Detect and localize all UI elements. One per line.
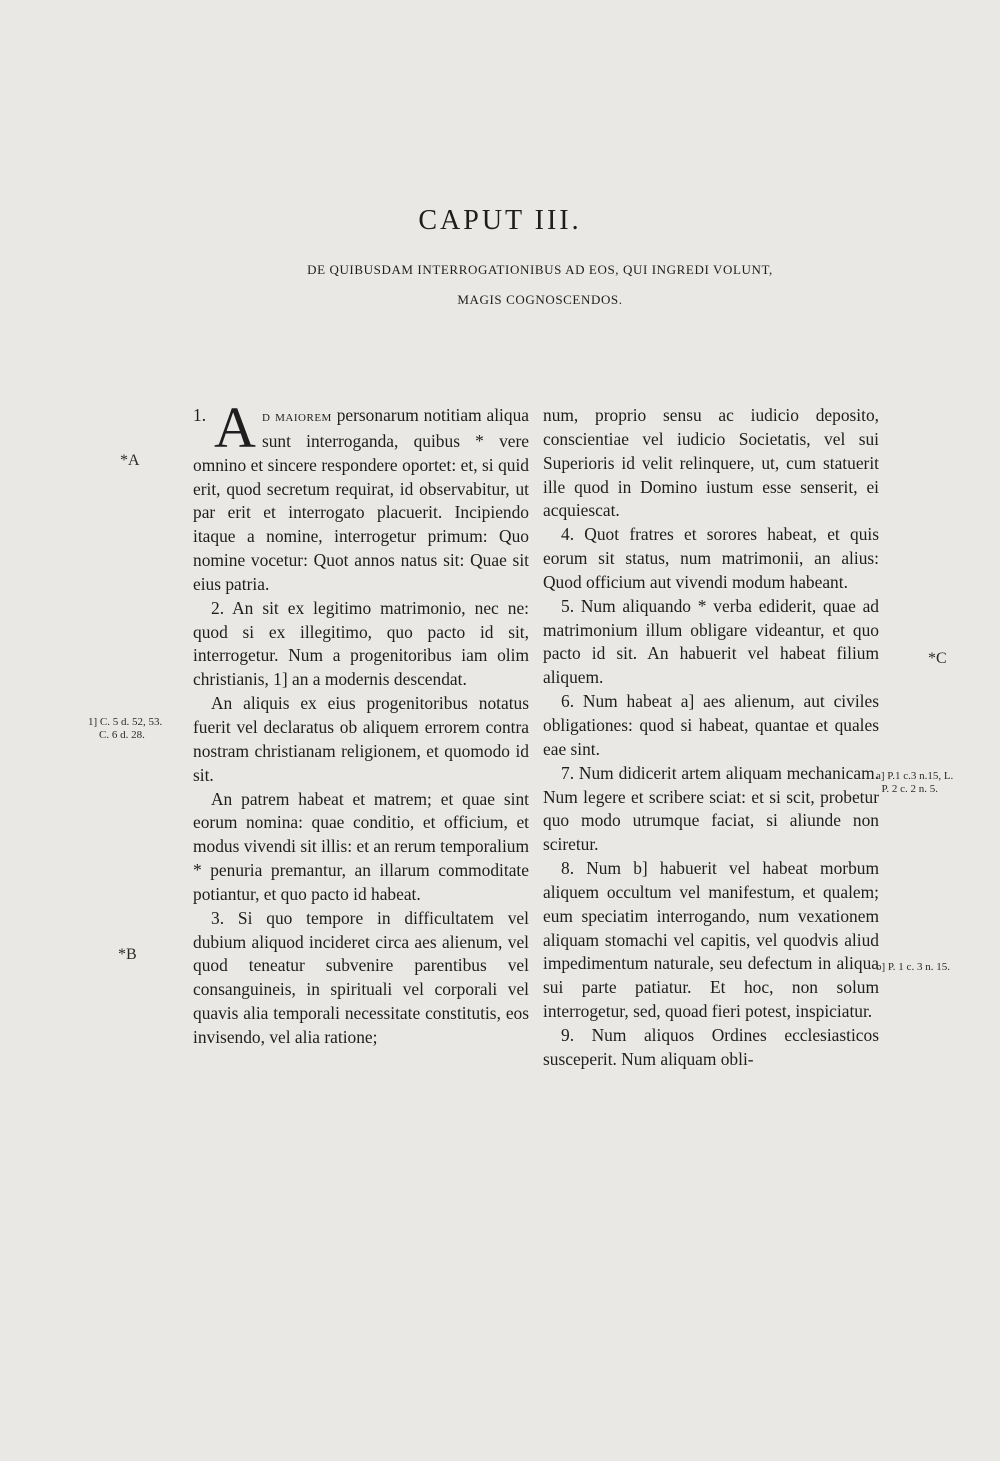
chapter-subtitle-line2: MAGIS COGNOSCENDOS. [457,292,623,307]
paragraph-number: 1. [193,405,207,425]
paragraph-9-right: 9. Num aliquos Ordines ecclesiasticos susceperit. Num aliquam obli- [543,1024,879,1069]
paragraph-7-right: 7. Num didicerit artem aliquam mechanicam. Num legere et scribere sciat: et si scit, probetur quo modo utrumque faciat, si aliunde non sciretur. [543,762,879,855]
paragraph-6-right: 6. Num habeat a] aes alienum, aut civiles obligationes: quod si habeat, quantae et quales eae sint. [543,691,879,759]
paragraph-continuation: num, proprio sensu ac iudicio deposito, conscientiae vel iudicio Societatis, vel sui Superioris id velit relinquere, ut, cum statuerit ille quod in Domino iustum esse senserit, ei acquiescat. [543,405,879,521]
margin-mark-b: *B [118,946,137,963]
small-caps-opening: d maiorem [261,409,332,425]
margin-mark-c: *C [928,650,947,667]
paragraph-1 [193,395,529,597]
drop-cap: A [214,395,256,460]
paragraph-8-right: 8. Num b] habuerit vel habeat morbum aliquem occultum vel manifestum, et qualem; eum speciatim interrogando, num vexationem aliquam stomachi vel capitis, vel quodvis aliud impedimentum naturale, seu defectum in aliqua sui parte patiatur. Et hoc, non solum interrogetur, sed, quoad fieri potest, inspiciatur. [543,858,879,1022]
margin-note-a: a] P.1 c.3 n.15, L. P. 2 c. 2 n. 5. [876,770,954,795]
right-text-column [543,404,879,1072]
margin-mark-a: *A [120,452,140,469]
margin-note-1: 1] C. 5 d. 52, 53. C. 6 d. 28. [88,716,163,741]
paragraph-5: 3. Si quo tempore in difficultatem vel dubium aliquod incideret circa aes alienum, vel quod teneatur subvenire parentibus vel consanguineis, in spirituali vel corporali vel quavis alia temporali necessitate constitutis, eos invisendo, vel alia ratione; [193,907,529,1047]
paragraph-3: An aliquis ex eius progenitoribus notatus fuerit vel declaratus ob aliquem errorem contra nostram christianam religionem, et quomodo id sit. [193,693,529,785]
paragraph-4: An patrem habeat et matrem; et quae sint eorum nomina: quae conditio, et officium, et modus vivendi sit illis: et an rerum temporalium * penuria premantur, an illarum commoditate potiantur, et quo pacto id habeat. [193,788,529,904]
chapter-subtitle-line1: DE QUIBUSDAM INTERROGATIONIBUS AD EOS, QUI INGREDI VOLUNT, [307,262,773,277]
chapter-title: CAPUT III. [418,205,582,236]
paragraph-5-right: 5. Num aliquando * verba ediderit, quae ad matrimonium illum obligare videantur, et quo pacto id sit. An habuerit vel habeat filium aliquem. [543,595,879,688]
paragraph-4-right: 4. Quot fratres et sorores habeat, et quis eorum sit status, num matrimonii, an alius: Quod officium aut vivendi modum habeant. [543,524,879,592]
margin-note-b: b] P. 1 c. 3 n. 15. [876,961,950,973]
paragraph-2: 2. An sit ex legitimo matrimonio, nec ne: quod si ex illegitimo, quo pacto id sit, interrogetur. Num a progenitoribus iam olim christianis, 1] an a modernis descendat. [193,597,529,690]
left-text-column [193,395,529,1050]
paragraph-text: personarum notitiam aliqua sunt interroganda, quibus * vere omnino et sincere respondere oportet: et, si quid erit, quod secretum requirat, id observabitur, ut par erit et interrogato placuerit. Incipiendo itaque a nomine, interrogetur primum: Quo nomine vocetur: Quot annos natus sit: Quae sit eius patria. [193,405,529,594]
